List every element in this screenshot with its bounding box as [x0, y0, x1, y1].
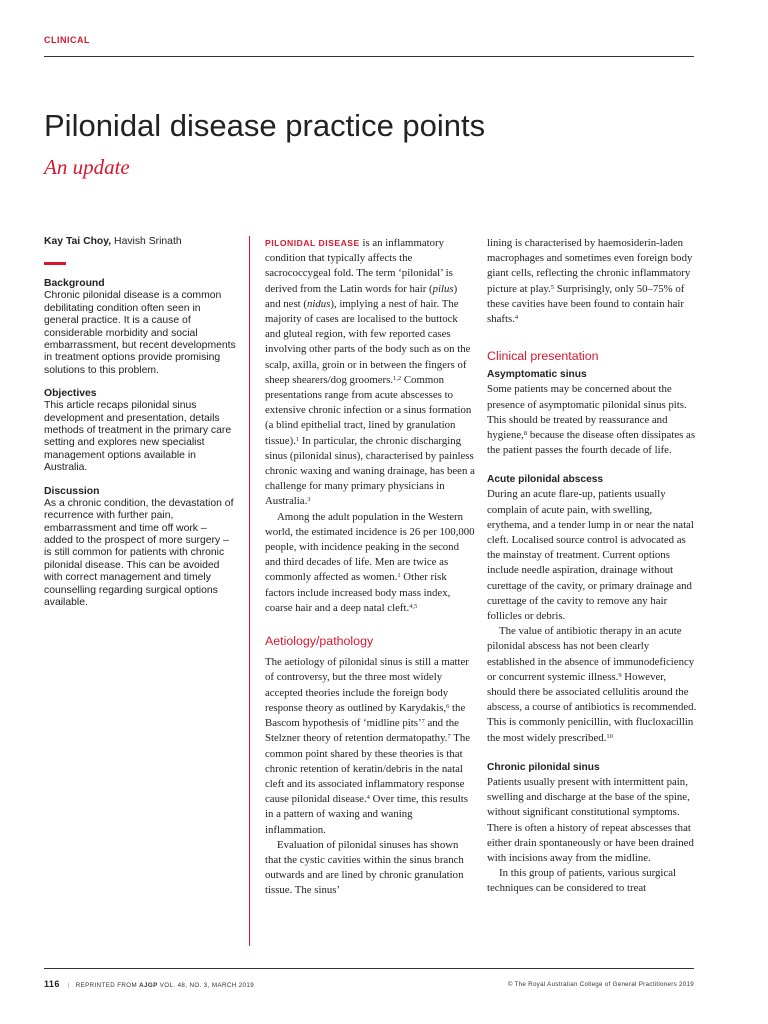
journal-name: AJGP	[139, 982, 158, 989]
text-run: The value of antibiotic therapy in an acute pilonidal abscess has not been clearly established in the absence of immunodeficiency or concurrent systemic illness.	[487, 625, 695, 683]
text-run: the Bascom hypothesis of ‘midline pits’	[265, 701, 466, 730]
text-run: The aetiology of pilonidal sinus is still a matter of controversy, but the three most widely accepted theories include the foreign body response theory as outlined by Karydakis,	[265, 656, 469, 714]
column-divider	[249, 236, 250, 946]
citation: 10	[606, 732, 613, 740]
author-primary: Kay Tai Choy,	[44, 236, 112, 247]
citation: 1,2	[393, 374, 402, 382]
footer-copyright: © The Royal Australian College of General Practitioners 2019	[507, 981, 694, 988]
citation: 4	[366, 794, 370, 802]
text-run: Among the adult population in the Western world, the estimated incidence is 26 per 100,000 people, with incidence peaking in the second and third decades of life. Men are twice as commonly affected as women.	[265, 510, 475, 584]
body-column-right	[487, 236, 697, 897]
text-run: Common presentations range from acute abscesses to extensive chronic infection or a sinus formation (a blind epithelial tract, lined by granulation tissue).	[265, 373, 472, 447]
clinical-presentation-heading: Clinical presentation	[487, 349, 599, 364]
citation: 3	[307, 496, 311, 504]
citation: 4	[514, 314, 519, 322]
intro-paragraph-2	[265, 510, 475, 616]
footer-separator: |	[67, 982, 70, 989]
latin-term: nidus	[306, 297, 331, 310]
aetiology-heading: Aetiology/pathology	[265, 634, 374, 649]
reprint-issue: VOL. 48, NO. 3, MARCH 2019	[157, 982, 255, 989]
article-subtitle: An update	[44, 155, 130, 179]
body-column-middle	[265, 236, 475, 899]
citation: 4,5	[409, 602, 418, 610]
text-run: is an inflammatory condition that typically affects the sacrococcygeal fold. The term ‘pilonidal’ is derived from the Latin words for hair (	[265, 237, 453, 295]
text-run: and the Stelzner theory of retention dermatopathy.	[265, 717, 459, 745]
section-label: CLINICAL	[44, 35, 90, 45]
citation: 6	[446, 702, 450, 710]
reprint-prefix: REPRINTED FROM	[75, 982, 140, 989]
acute-abscess-heading: Acute pilonidal abscess	[487, 474, 604, 486]
lead-in: PILONIDAL DISEASE	[265, 238, 360, 248]
text-run: Some patients may be concerned about the presence of asymptomatic pilonidal sinus pits. This should be treated by reassurance and hygiene,	[487, 383, 687, 442]
citation: 7	[421, 718, 425, 726]
accent-bar	[44, 262, 66, 265]
text-run: Other risk factors include increased body mass index, coarse hair and a deep natal cleft.	[265, 571, 451, 614]
citation: 9	[618, 671, 622, 679]
text-run: The common point shared by these theories is that chronic retention of keratin/debris in the natal cleft and its associated inflammatory response cause pilonidal disease.	[265, 732, 471, 806]
text-run: because the disease often dissipates as the patient passes the fourth decade of life.	[487, 429, 696, 457]
article-title: Pilonidal disease practice points	[44, 108, 486, 143]
author-secondary: Havish Srinath	[111, 236, 182, 247]
asymptomatic-paragraph	[487, 382, 697, 458]
objectives-heading: Objectives	[44, 388, 97, 400]
acute-paragraph-2	[487, 624, 697, 746]
discussion-heading: Discussion	[44, 485, 100, 497]
citation: 7	[447, 733, 451, 741]
text-run: lining is characterised by haemosiderin-laden macrophages and sometimes even foreign body giant cells, reflecting the chronic inflammatory picture at play.	[487, 237, 693, 295]
chronic-sinus-heading: Chronic pilonidal sinus	[487, 761, 600, 773]
abstract-column	[44, 236, 236, 619]
discussion-text: As a chronic condition, the devastation of recurrence with further pain, embarrassment and time off work – added to the prospect of more surgery – is still common for patients with chronic pilonidal disease. This can be avoided with correct management and timely counselling regarding surgical options available.	[44, 497, 234, 608]
asymptomatic-heading: Asymptomatic sinus	[487, 369, 587, 381]
text-run: ) and nest (	[265, 282, 458, 310]
aetiology-paragraph-2: Evaluation of pilonidal sinuses has shown that the cystic cavities within the sinus branch outwards and are lined by chronic granulation tissue. The sinus’	[265, 838, 464, 897]
continued-paragraph	[487, 236, 697, 327]
aetiology-paragraph-1	[265, 655, 475, 837]
citation: 1	[295, 435, 300, 443]
citation: 8	[523, 430, 528, 438]
footer-rule	[44, 968, 694, 969]
text-run: In particular, the chronic discharging sinus (pilonidal sinus), characterised by painless chronic waxing and waning drainage, has been a challenge for many primary physicians in Australia.	[265, 434, 475, 508]
citation: 5	[550, 283, 555, 291]
citation: 1	[397, 572, 401, 580]
text-run: However, should there be associated cellulitis around the abscess, a course of antibiotics is recommended. This is commonly penicillin, with flucloxacillin the most widely prescribed.	[487, 670, 697, 744]
background-text: Chronic pilonidal disease is a common debilitating condition often seen in general practice. It is a cause of considerable morbidity and social embarrassment, but recent developments in treatment options provide promising solutions to this problem.	[44, 290, 236, 376]
text-run: Surprisingly, only 50–75% of these cavities have been found to contain hair shafts.	[487, 282, 685, 326]
objectives-text: This article recaps pilonidal sinus development and presentation, details methods of treatment in the primary care setting and explores new specialist management options available in Australia.	[44, 400, 232, 474]
header-rule	[44, 56, 694, 57]
chronic-paragraph-1: Patients usually present with intermittent pain, swelling and discharge at the base of the spine, without significant constitutional symptoms. There is often a history of repeat abscesses that either drain spontaneously or have been drained with incisions away from the midline.	[487, 775, 694, 864]
text-run: Over time, this results in a pattern of waxing and waning inflammation.	[265, 793, 468, 836]
page-number: 116	[44, 979, 60, 989]
author-line	[44, 236, 236, 248]
intro-paragraph-1	[265, 236, 475, 510]
chronic-paragraph-2: In this group of patients, various surgical techniques can be considered to treat	[487, 867, 677, 895]
background-heading: Background	[44, 278, 105, 290]
footer-reprint	[44, 979, 254, 989]
acute-paragraph-1: During an acute flare-up, patients usually complain of acute pain, with swelling, erythema, and a tender lump in or near the natal cleft. Localised source control is advocated as the mainstay of treatment. Current options include needle aspiration, drainage without curettage of the cavity, or primary drainage and curettage of the cavity to remove any hair follicles or debris.	[487, 488, 694, 623]
text-run: ), implying a nest of hair. The majority of cases are localised to the buttock and gluteal region, with few reported cases involving other parts of the body such as on the scalp, axilla, groin or in between the fingers of sheep shearers/dog groomers.	[265, 297, 471, 386]
latin-term: pilus	[432, 282, 454, 295]
